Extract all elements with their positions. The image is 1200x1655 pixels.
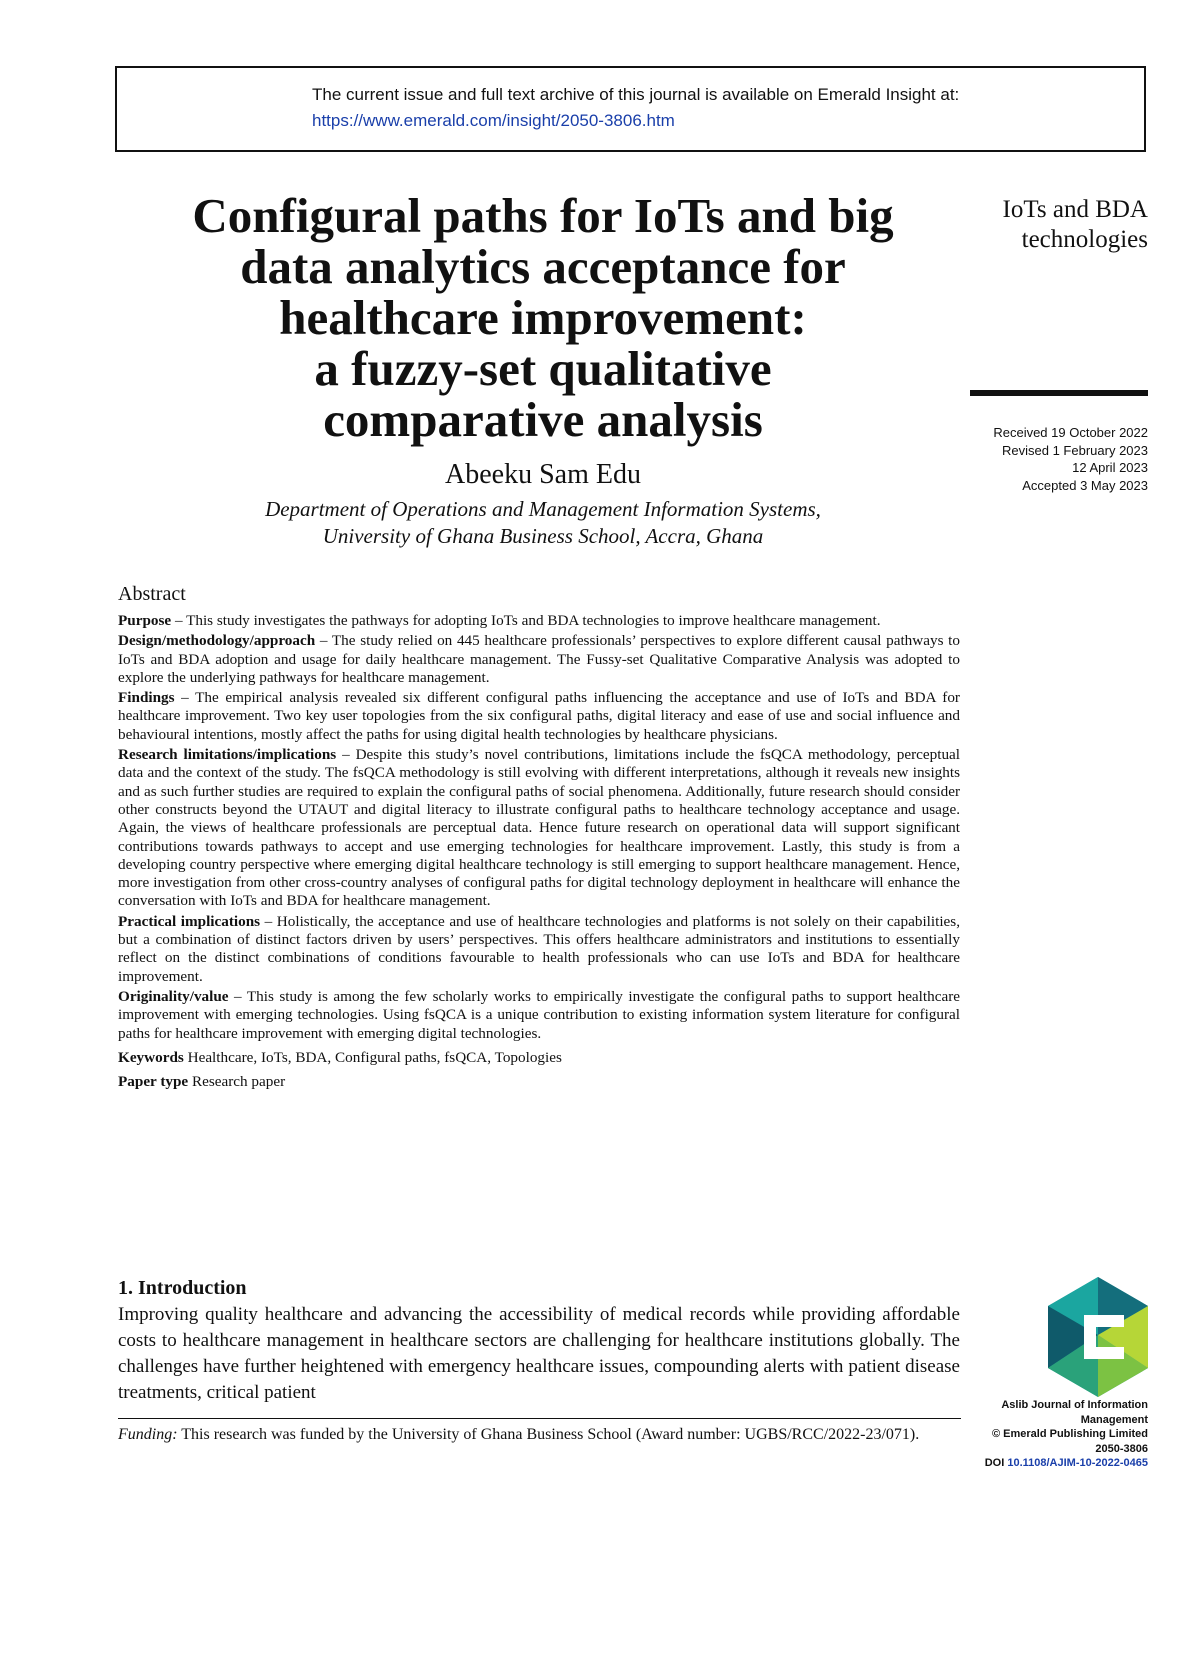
running-head-line: IoTs and BDA bbox=[1002, 196, 1148, 223]
section-text: – This study investigates the pathways for adopting IoTs and BDA technologies to improve healthcare management. bbox=[171, 612, 881, 629]
section-text: – Despite this study’s novel contributions, limitations include the fsQCA methodology, perceptual data and the context of the study. The fsQCA methodology is still evolving with different interpretations, although it reveals new insights and as such further studies are required to explain the configural paths of social phenomena. Additionally, future research should consider other constructs beyond the UTAUT and digital literacy to illustrate configural paths to healthcare technology acceptance and usage. Again, the views of healthcare professionals are perceptual data. Hence future research on operational data will support significant contributions towards pathways to accept and use emerging technologies for healthcare improvement. Lastly, this study is from a developing country perspective where emerging digital healthcare technology is still emerging to support healthcare management. Hence, more investigation from other cross-country analyses of configural paths for digital technology deployment in healthcare will enhance the conversation with IoTs and BDA for healthcare management. bbox=[118, 746, 960, 910]
journal-info bbox=[948, 1398, 1148, 1471]
abstract-section bbox=[118, 612, 960, 630]
affiliation-line: University of Ghana Business School, Accra, Ghana bbox=[322, 524, 764, 548]
doi-link[interactable]: 10.1108/AJIM-10-2022-0465 bbox=[1007, 1457, 1148, 1469]
paper-type-label: Paper type bbox=[118, 1073, 189, 1091]
keywords-text: Healthcare, IoTs, BDA, Configural paths, fsQCA, Topologies bbox=[183, 1048, 562, 1066]
section-label: Practical implications bbox=[118, 912, 261, 930]
section-label: Research limitations/implications bbox=[118, 746, 337, 764]
journal-info-line: Aslib Journal of Information bbox=[1001, 1399, 1148, 1411]
keywords-label: Keywords bbox=[118, 1048, 184, 1066]
section-text: – Holistically, the acceptance and use of healthcare technologies and platforms is not solely on their capabilities, but a combination of distinct factors driven by users’ perspectives. This offers healthcare administrators and institutions to essentially reflect on the distinct combinations of conditions favourable to health professionals who can use IoTs and BDA for healthcare improvement. bbox=[118, 912, 960, 985]
funding-footnote bbox=[118, 1424, 961, 1446]
title-line: healthcare improvement: bbox=[279, 290, 807, 345]
abstract-section bbox=[118, 746, 960, 911]
title-line: comparative analysis bbox=[323, 392, 763, 447]
running-head bbox=[908, 195, 1148, 255]
abstract-section bbox=[118, 632, 960, 687]
article-dates bbox=[928, 424, 1148, 494]
footnote-divider bbox=[118, 1418, 961, 1419]
journal-info-line: © Emerald Publishing Limited bbox=[991, 1428, 1148, 1440]
title-line: Configural paths for IoTs and big bbox=[192, 188, 894, 243]
margin-divider bbox=[970, 390, 1148, 396]
paper-title bbox=[118, 190, 968, 445]
paper-type-text: Research paper bbox=[188, 1073, 286, 1091]
journal-info-line: 2050-3806 bbox=[1095, 1442, 1148, 1455]
section-label: Originality/value bbox=[118, 987, 229, 1005]
section-text: – The study relied on 445 healthcare professionals’ perspectives to explore different causal pathways to IoTs and BDA adoption and usage for daily healthcare management. The Fussy-set Qualitative Comparative Analysis was adopted to explore the underlying pathways for healthcare management. bbox=[118, 632, 960, 686]
abstract-section bbox=[118, 689, 960, 744]
section-label: Design/methodology/approach bbox=[118, 632, 316, 650]
title-line: data analytics acceptance for bbox=[240, 239, 846, 294]
section-label: Findings bbox=[118, 689, 175, 707]
date-line: Accepted 3 May 2023 bbox=[1022, 477, 1148, 493]
date-line: Revised 1 February 2023 bbox=[1002, 442, 1148, 458]
journal-notice-text bbox=[312, 82, 959, 134]
author-name: Abeeku Sam Edu bbox=[445, 459, 641, 490]
title-line: a fuzzy-set qualitative bbox=[314, 341, 772, 396]
journal-info-line: Management bbox=[1080, 1413, 1148, 1426]
abstract-heading: Abstract bbox=[118, 583, 186, 605]
journal-url-link[interactable]: https://www.emerald.com/insight/2050-3806.htm bbox=[312, 111, 675, 130]
funding-label: Funding: bbox=[118, 1426, 178, 1443]
funding-text: This research was funded by the University of Ghana Business School (Award number: UGBS/RCC/2022-23/071). bbox=[177, 1426, 920, 1443]
affiliation-line: Department of Operations and Management Information Systems, bbox=[265, 497, 821, 521]
date-line: 12 April 2023 bbox=[1072, 460, 1148, 475]
emerald-logo-icon bbox=[1044, 1275, 1152, 1399]
notice-line: The current issue and full text archive of this journal is available on Emerald Insight at: bbox=[312, 85, 960, 104]
introduction-heading: 1. Introduction bbox=[118, 1277, 247, 1299]
abstract-section bbox=[118, 988, 960, 1043]
doi-label: DOI bbox=[984, 1457, 1005, 1469]
journal-notice-box bbox=[115, 66, 1146, 152]
paper-type-line bbox=[118, 1073, 960, 1091]
doi-line bbox=[948, 1456, 1148, 1471]
running-head-line: technologies bbox=[1021, 226, 1148, 253]
section-label: Purpose bbox=[118, 612, 172, 629]
author-affiliation bbox=[118, 496, 968, 550]
abstract-body bbox=[118, 612, 960, 1093]
section-text: – The empirical analysis revealed six different configural paths influencing the acceptance and use of IoTs and BDA for healthcare improvement. Two key user topologies from the six configural paths, digital literacy and ease of use and social influence and behavioural intentions, mostly affect the paths for using digital health technologies by healthcare physicians. bbox=[118, 689, 960, 743]
keywords-line bbox=[118, 1049, 960, 1067]
abstract-section bbox=[118, 913, 960, 986]
introduction-text: Improving quality healthcare and advancing the accessibility of medical records while providing affordable costs to healthcare management in healthcare sectors are challenging for healthcare institutions globally. The challenges have further heightened with emergency healthcare issues, compounding alerts with patient disease treatments, critical patient bbox=[118, 1304, 960, 1403]
section-text: – This study is among the few scholarly works to empirically investigate the configural paths to support healthcare improvement with emerging technologies. Using fsQCA is a unique contribution to existing information system literature for configural paths for healthcare improvement with emerging digital technologies. bbox=[118, 987, 960, 1042]
date-line: Received 19 October 2022 bbox=[993, 425, 1148, 440]
